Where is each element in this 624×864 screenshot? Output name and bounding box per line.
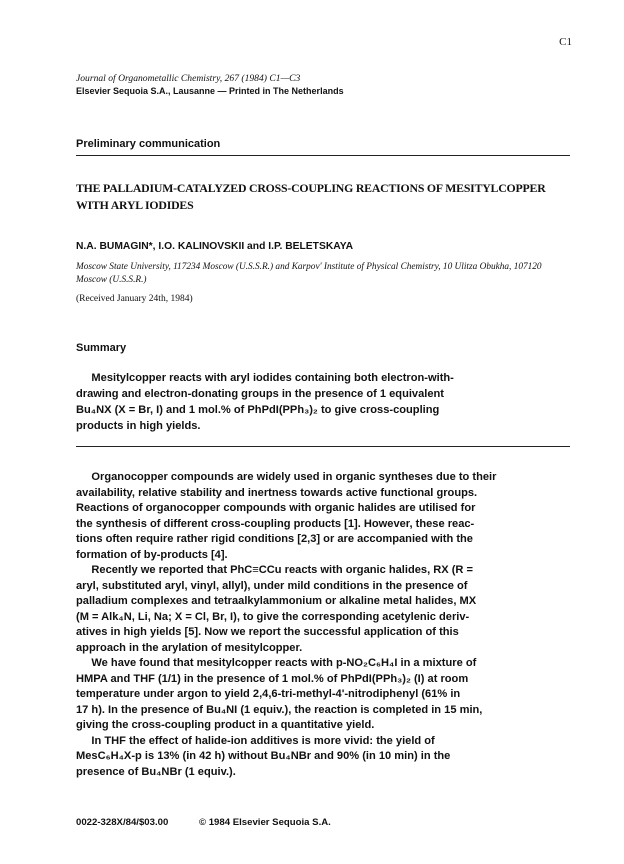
footer-copyright: © 1984 Elsevier Sequoia S.A. (198, 817, 331, 828)
footer-code: 0022-328X/84/$03.00 (76, 817, 169, 828)
summary-rule (76, 446, 570, 447)
summary-line: Mesitylcopper reacts with aryl iodides containing both electron-with- (76, 372, 454, 384)
section-label: Preliminary communication (76, 138, 221, 150)
summary-heading: Summary (76, 342, 127, 354)
body-line: Reactions of organocopper compounds with organic halides are utilised for (76, 502, 476, 514)
body-line: giving the cross-coupling product in a quantitative yield. (76, 719, 375, 731)
author-list: N.A. BUMAGIN*, I.O. KALINOVSKII and I.P. BELETSKAYA (76, 241, 354, 252)
page-footer (76, 817, 359, 828)
body-line: aryl, substituted aryl, vinyl, allyl), under mild conditions in the presence of (76, 579, 468, 592)
body-line: (M = Alk₄N, Li, Na; X = Cl, Br, I), to give the corresponding acetylenic deriv- (76, 610, 470, 623)
page-number: C1 (559, 36, 572, 48)
body-line: Organocopper compounds are widely used in organic syntheses due to their (76, 471, 497, 483)
publisher-line: Elsevier Sequoia S.A., Lausanne — Printed in The Netherlands (76, 86, 344, 96)
body-line: In THF the effect of halide-ion additives is more vivid: the yield of (76, 734, 435, 747)
body-line: Recently we reported that PhC≡CCu reacts with organic halides, RX (R = (76, 564, 473, 576)
body-line: availability, relative stability and inertness towards active functional groups. (76, 486, 478, 499)
body-line: palladium complexes and tetraalkylammonium or alkaline metal halides, MX (76, 595, 477, 607)
section-rule (76, 155, 570, 156)
affiliation: Moscow State University, 117234 Moscow (U.S.S.R.) and Karpov' Institute of Physical Chemistry, 10 Ulitza Obukha, 107120 Moscow (U.S.S.R.) (76, 262, 542, 285)
body-line: atives in high yields [5]. Now we report the successful application of this (76, 626, 459, 638)
summary-line: drawing and electron-donating groups in the presence of 1 equivalent (76, 388, 444, 400)
paper-title: THE PALLADIUM-CATALYZED CROSS-COUPLING REACTIONS OF MESITYLCOPPER WITH ARYL IODIDES (76, 181, 546, 212)
body-line: 17 h). In the presence of Bu₄NI (1 equiv.), the reaction is completed in 15 min, (76, 703, 483, 716)
body-text (76, 470, 570, 780)
body-line: tions often require rather rigid conditions [2,3] or are accompanied with the (76, 533, 473, 545)
body-line: the synthesis of different cross-coupling products [1]. However, these reac- (76, 517, 475, 530)
summary-text (76, 370, 570, 434)
body-line: HMPA and THF (1/1) in the presence of 1 mol.% of PhPdI(PPh₃)₂ (I) at room (76, 672, 469, 685)
summary-line: products in high yields. (76, 420, 201, 432)
received-date: (Received January 24th, 1984) (76, 294, 193, 304)
summary-line: Bu₄NX (X = Br, I) and 1 mol.% of PhPdI(PPh₃)₂ to give cross-coupling (76, 404, 440, 416)
body-line: MesC₆H₄X-p is 13% (in 42 h) without Bu₄NBr and 90% (in 10 min) in the (76, 750, 451, 762)
body-line: presence of Bu₄NBr (1 equiv.). (76, 765, 236, 778)
body-line: temperature under argon to yield 2,4,6-tri-methyl-4'-nitrodiphenyl (61% in (76, 688, 461, 700)
body-line: formation of by-products [4]. (76, 548, 228, 561)
body-line: approach in the arylation of mesitylcopper. (76, 641, 303, 654)
journal-citation: Journal of Organometallic Chemistry, 267 (1984) C1—C3 (76, 73, 301, 84)
body-line: We have found that mesitylcopper reacts with p-NO₂C₆H₄I in a mixture of (76, 657, 477, 669)
